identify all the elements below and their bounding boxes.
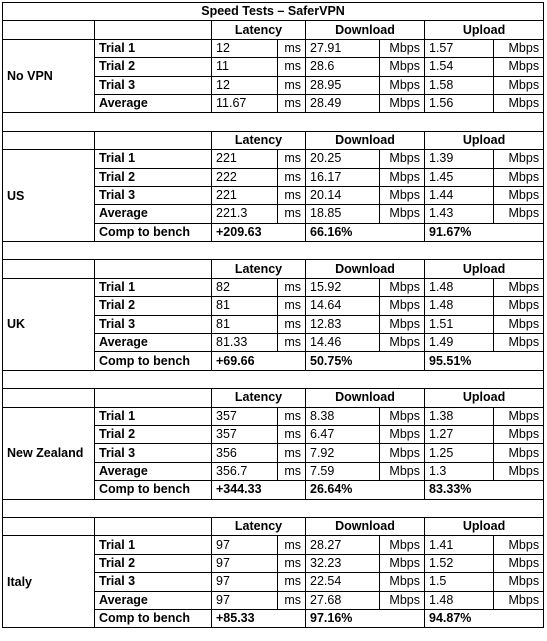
column-header-row bbox=[3, 389, 544, 407]
download-unit: Mbps bbox=[380, 334, 425, 352]
latency-unit: ms bbox=[278, 168, 306, 186]
upload-unit: Mbps bbox=[494, 591, 544, 609]
header-empty-cell bbox=[95, 389, 212, 407]
header-empty-cell bbox=[3, 21, 95, 39]
upload-unit: Mbps bbox=[494, 462, 544, 480]
latency-unit: ms bbox=[278, 573, 306, 591]
download-value: 22.54 bbox=[306, 573, 380, 591]
spacer-cell bbox=[3, 242, 544, 260]
latency-comparison: +69.66 bbox=[212, 352, 306, 370]
upload-comparison: 91.67% bbox=[425, 223, 544, 241]
download-value: 20.25 bbox=[306, 150, 380, 168]
column-header-row bbox=[3, 131, 544, 149]
header-empty-cell bbox=[3, 517, 95, 535]
row-label: Comp to bench bbox=[95, 223, 212, 241]
upload-unit: Mbps bbox=[494, 205, 544, 223]
upload-unit: Mbps bbox=[494, 94, 544, 112]
download-value: 18.85 bbox=[306, 205, 380, 223]
upload-comparison: 94.87% bbox=[425, 609, 544, 627]
download-comparison: 66.16% bbox=[306, 223, 425, 241]
latency-value: 221 bbox=[212, 186, 278, 204]
upload-value: 1.45 bbox=[425, 168, 494, 186]
download-value: 7.92 bbox=[306, 444, 380, 462]
latency-header: Latency bbox=[212, 131, 306, 149]
section-label: Italy bbox=[3, 536, 95, 628]
upload-value: 1.49 bbox=[425, 334, 494, 352]
download-unit: Mbps bbox=[380, 168, 425, 186]
upload-value: 1.54 bbox=[425, 58, 494, 76]
upload-unit: Mbps bbox=[494, 315, 544, 333]
row-label: Trial 1 bbox=[95, 150, 212, 168]
download-unit: Mbps bbox=[380, 205, 425, 223]
header-empty-cell bbox=[95, 260, 212, 278]
download-value: 8.38 bbox=[306, 407, 380, 425]
upload-value: 1.25 bbox=[425, 444, 494, 462]
download-unit: Mbps bbox=[380, 315, 425, 333]
upload-header: Upload bbox=[425, 389, 544, 407]
download-value: 27.68 bbox=[306, 591, 380, 609]
download-value: 16.17 bbox=[306, 168, 380, 186]
spacer-cell bbox=[3, 499, 544, 517]
download-unit: Mbps bbox=[380, 278, 425, 296]
latency-unit: ms bbox=[278, 76, 306, 94]
upload-unit: Mbps bbox=[494, 168, 544, 186]
row-label: Trial 1 bbox=[95, 536, 212, 554]
download-value: 20.14 bbox=[306, 186, 380, 204]
upload-value: 1.48 bbox=[425, 278, 494, 296]
section-label: New Zealand bbox=[3, 407, 95, 499]
row-label: Trial 3 bbox=[95, 76, 212, 94]
latency-unit: ms bbox=[278, 591, 306, 609]
upload-value: 1.39 bbox=[425, 150, 494, 168]
download-value: 14.64 bbox=[306, 297, 380, 315]
upload-value: 1.56 bbox=[425, 94, 494, 112]
download-value: 14.46 bbox=[306, 334, 380, 352]
row-label: Average bbox=[95, 94, 212, 112]
download-value: 28.49 bbox=[306, 94, 380, 112]
row-label: Average bbox=[95, 205, 212, 223]
latency-unit: ms bbox=[278, 407, 306, 425]
upload-unit: Mbps bbox=[494, 407, 544, 425]
upload-value: 1.5 bbox=[425, 573, 494, 591]
latency-unit: ms bbox=[278, 315, 306, 333]
upload-header: Upload bbox=[425, 131, 544, 149]
row-label: Trial 3 bbox=[95, 186, 212, 204]
upload-unit: Mbps bbox=[494, 39, 544, 57]
row-label: Average bbox=[95, 591, 212, 609]
upload-value: 1.48 bbox=[425, 297, 494, 315]
upload-value: 1.41 bbox=[425, 536, 494, 554]
table-row bbox=[3, 278, 544, 296]
download-unit: Mbps bbox=[380, 536, 425, 554]
latency-unit: ms bbox=[278, 334, 306, 352]
latency-value: 357 bbox=[212, 425, 278, 443]
download-comparison: 97.16% bbox=[306, 609, 425, 627]
latency-unit: ms bbox=[278, 462, 306, 480]
latency-value: 81 bbox=[212, 315, 278, 333]
latency-unit: ms bbox=[278, 94, 306, 112]
latency-unit: ms bbox=[278, 297, 306, 315]
title-row bbox=[3, 3, 544, 21]
header-empty-cell bbox=[3, 131, 95, 149]
latency-unit: ms bbox=[278, 425, 306, 443]
table-row bbox=[3, 150, 544, 168]
row-label: Trial 3 bbox=[95, 573, 212, 591]
download-unit: Mbps bbox=[380, 462, 425, 480]
latency-value: 356 bbox=[212, 444, 278, 462]
latency-unit: ms bbox=[278, 186, 306, 204]
row-label: Trial 2 bbox=[95, 554, 212, 572]
latency-value: 81 bbox=[212, 297, 278, 315]
upload-header: Upload bbox=[425, 21, 544, 39]
latency-comparison: +85.33 bbox=[212, 609, 306, 627]
latency-value: 357 bbox=[212, 407, 278, 425]
latency-value: 97 bbox=[212, 554, 278, 572]
table-row bbox=[3, 536, 544, 554]
download-header: Download bbox=[306, 260, 425, 278]
download-unit: Mbps bbox=[380, 76, 425, 94]
latency-header: Latency bbox=[212, 21, 306, 39]
download-value: 28.27 bbox=[306, 536, 380, 554]
latency-unit: ms bbox=[278, 58, 306, 76]
spacer-cell bbox=[3, 370, 544, 388]
header-empty-cell bbox=[3, 389, 95, 407]
spacer-row bbox=[3, 370, 544, 388]
upload-value: 1.27 bbox=[425, 425, 494, 443]
upload-unit: Mbps bbox=[494, 297, 544, 315]
download-comparison: 26.64% bbox=[306, 481, 425, 499]
latency-value: 97 bbox=[212, 591, 278, 609]
column-header-row bbox=[3, 260, 544, 278]
download-value: 27.91 bbox=[306, 39, 380, 57]
latency-unit: ms bbox=[278, 39, 306, 57]
upload-unit: Mbps bbox=[494, 58, 544, 76]
download-unit: Mbps bbox=[380, 425, 425, 443]
spacer-row bbox=[3, 113, 544, 131]
upload-value: 1.48 bbox=[425, 591, 494, 609]
download-header: Download bbox=[306, 21, 425, 39]
latency-unit: ms bbox=[278, 278, 306, 296]
latency-value: 12 bbox=[212, 76, 278, 94]
upload-value: 1.58 bbox=[425, 76, 494, 94]
row-label: Trial 2 bbox=[95, 297, 212, 315]
row-label: Trial 3 bbox=[95, 315, 212, 333]
row-label: Trial 1 bbox=[95, 278, 212, 296]
header-empty-cell bbox=[3, 260, 95, 278]
download-value: 28.95 bbox=[306, 76, 380, 94]
table-title: Speed Tests – SaferVPN bbox=[3, 3, 544, 21]
table-row bbox=[3, 407, 544, 425]
latency-header: Latency bbox=[212, 389, 306, 407]
upload-unit: Mbps bbox=[494, 573, 544, 591]
upload-unit: Mbps bbox=[494, 150, 544, 168]
speed-test-table bbox=[2, 2, 544, 628]
latency-unit: ms bbox=[278, 536, 306, 554]
latency-value: 12 bbox=[212, 39, 278, 57]
download-value: 6.47 bbox=[306, 425, 380, 443]
row-label: Comp to bench bbox=[95, 352, 212, 370]
latency-value: 222 bbox=[212, 168, 278, 186]
upload-unit: Mbps bbox=[494, 186, 544, 204]
latency-comparison: +344.33 bbox=[212, 481, 306, 499]
upload-comparison: 83.33% bbox=[425, 481, 544, 499]
download-header: Download bbox=[306, 131, 425, 149]
upload-value: 1.43 bbox=[425, 205, 494, 223]
download-header: Download bbox=[306, 389, 425, 407]
table-row bbox=[3, 39, 544, 57]
latency-value: 97 bbox=[212, 573, 278, 591]
latency-value: 81.33 bbox=[212, 334, 278, 352]
download-unit: Mbps bbox=[380, 94, 425, 112]
header-empty-cell bbox=[95, 21, 212, 39]
latency-unit: ms bbox=[278, 150, 306, 168]
download-value: 12.83 bbox=[306, 315, 380, 333]
download-value: 28.6 bbox=[306, 58, 380, 76]
row-label: Trial 2 bbox=[95, 58, 212, 76]
download-unit: Mbps bbox=[380, 554, 425, 572]
upload-unit: Mbps bbox=[494, 536, 544, 554]
download-header: Download bbox=[306, 517, 425, 535]
row-label: Trial 1 bbox=[95, 407, 212, 425]
upload-comparison: 95.51% bbox=[425, 352, 544, 370]
latency-value: 221.3 bbox=[212, 205, 278, 223]
header-empty-cell bbox=[95, 517, 212, 535]
section-label: No VPN bbox=[3, 39, 95, 113]
download-unit: Mbps bbox=[380, 297, 425, 315]
upload-unit: Mbps bbox=[494, 334, 544, 352]
latency-value: 356.7 bbox=[212, 462, 278, 480]
row-label: Comp to bench bbox=[95, 481, 212, 499]
column-header-row bbox=[3, 21, 544, 39]
upload-header: Upload bbox=[425, 260, 544, 278]
upload-header: Upload bbox=[425, 517, 544, 535]
download-comparison: 50.75% bbox=[306, 352, 425, 370]
download-value: 7.59 bbox=[306, 462, 380, 480]
latency-unit: ms bbox=[278, 444, 306, 462]
latency-comparison: +209.63 bbox=[212, 223, 306, 241]
download-unit: Mbps bbox=[380, 39, 425, 57]
row-label: Trial 3 bbox=[95, 444, 212, 462]
spacer-row bbox=[3, 499, 544, 517]
section-label: US bbox=[3, 150, 95, 242]
download-value: 32.23 bbox=[306, 554, 380, 572]
upload-value: 1.44 bbox=[425, 186, 494, 204]
upload-unit: Mbps bbox=[494, 425, 544, 443]
row-label: Trial 1 bbox=[95, 39, 212, 57]
row-label: Average bbox=[95, 334, 212, 352]
upload-value: 1.51 bbox=[425, 315, 494, 333]
download-unit: Mbps bbox=[380, 150, 425, 168]
latency-value: 97 bbox=[212, 536, 278, 554]
latency-header: Latency bbox=[212, 517, 306, 535]
download-unit: Mbps bbox=[380, 407, 425, 425]
spacer-cell bbox=[3, 113, 544, 131]
latency-value: 221 bbox=[212, 150, 278, 168]
upload-unit: Mbps bbox=[494, 76, 544, 94]
download-unit: Mbps bbox=[380, 573, 425, 591]
download-unit: Mbps bbox=[380, 444, 425, 462]
latency-unit: ms bbox=[278, 205, 306, 223]
header-empty-cell bbox=[95, 131, 212, 149]
latency-value: 11.67 bbox=[212, 94, 278, 112]
latency-value: 82 bbox=[212, 278, 278, 296]
download-unit: Mbps bbox=[380, 58, 425, 76]
download-unit: Mbps bbox=[380, 591, 425, 609]
download-unit: Mbps bbox=[380, 186, 425, 204]
upload-unit: Mbps bbox=[494, 278, 544, 296]
upload-unit: Mbps bbox=[494, 554, 544, 572]
row-label: Trial 2 bbox=[95, 168, 212, 186]
column-header-row bbox=[3, 517, 544, 535]
section-label: UK bbox=[3, 278, 95, 370]
latency-value: 11 bbox=[212, 58, 278, 76]
row-label: Average bbox=[95, 462, 212, 480]
row-label: Comp to bench bbox=[95, 609, 212, 627]
upload-value: 1.57 bbox=[425, 39, 494, 57]
upload-value: 1.52 bbox=[425, 554, 494, 572]
upload-value: 1.38 bbox=[425, 407, 494, 425]
spacer-row bbox=[3, 242, 544, 260]
latency-header: Latency bbox=[212, 260, 306, 278]
latency-unit: ms bbox=[278, 554, 306, 572]
upload-value: 1.3 bbox=[425, 462, 494, 480]
row-label: Trial 2 bbox=[95, 425, 212, 443]
upload-unit: Mbps bbox=[494, 444, 544, 462]
download-value: 15.92 bbox=[306, 278, 380, 296]
